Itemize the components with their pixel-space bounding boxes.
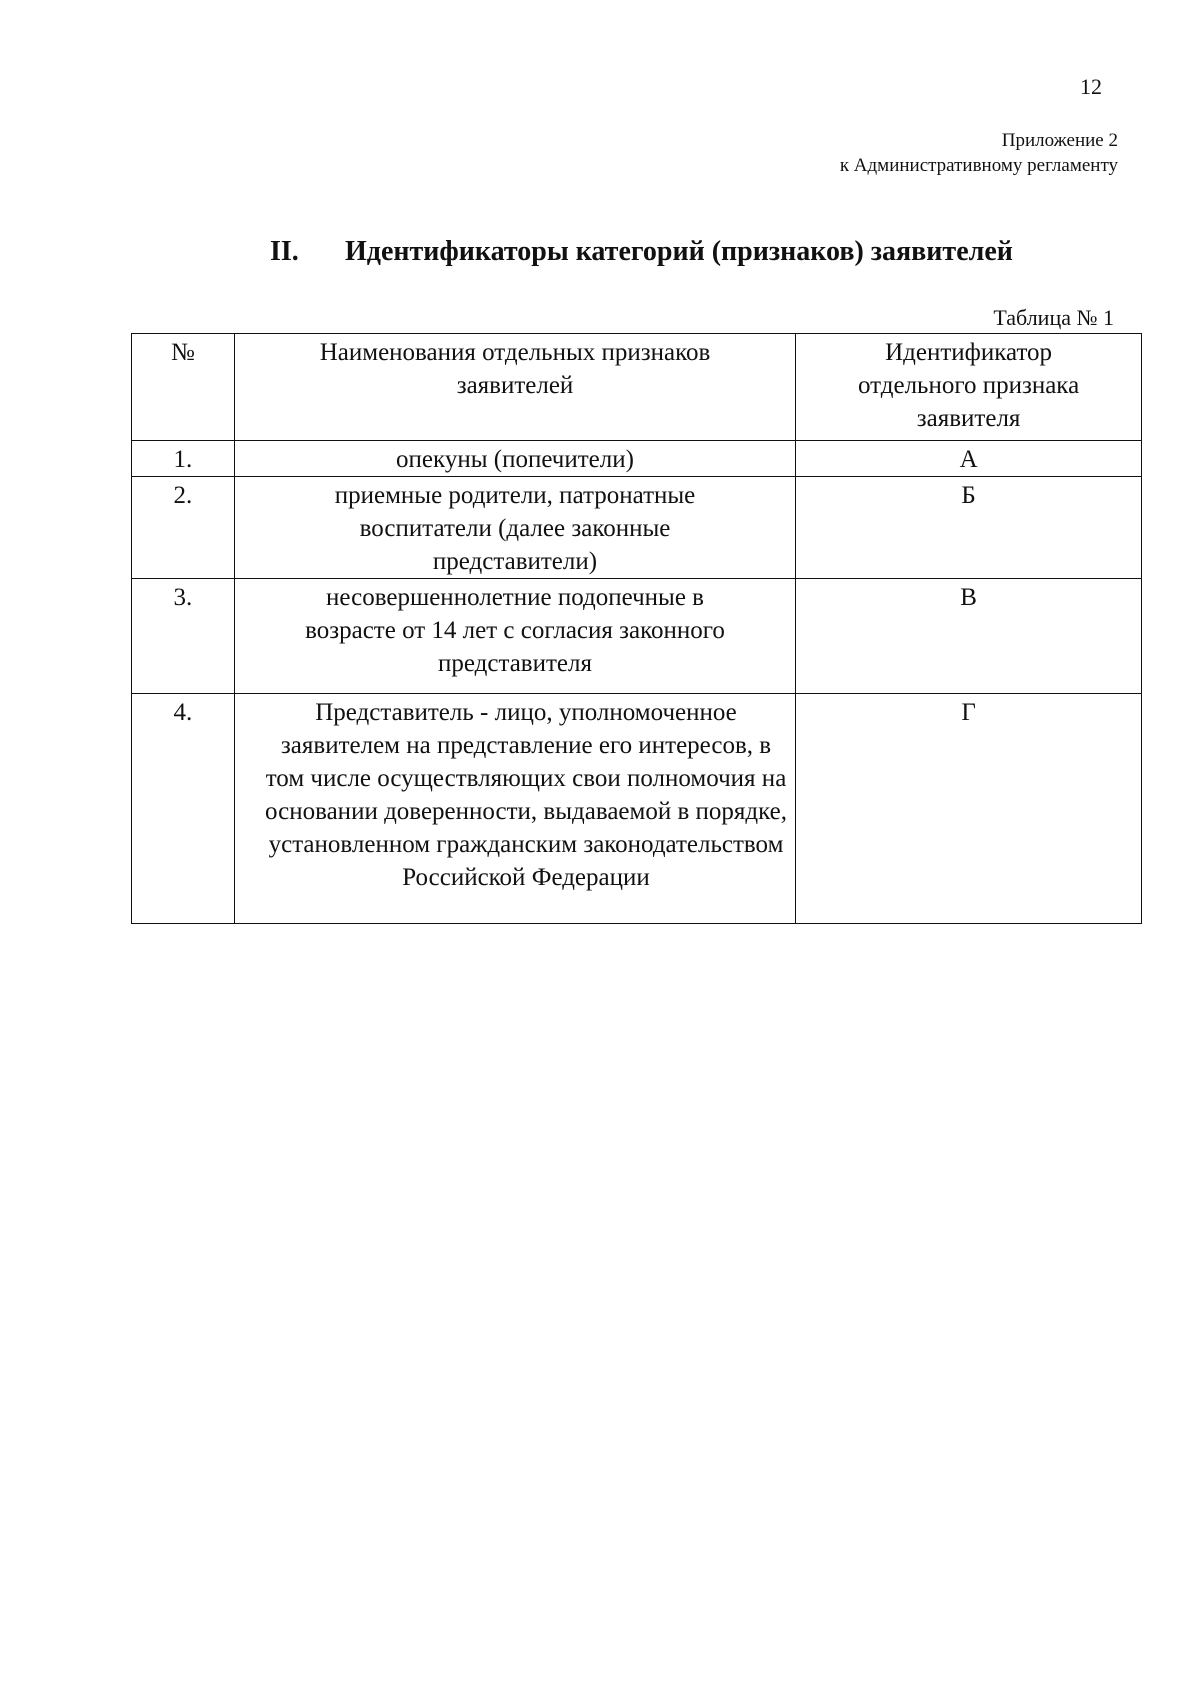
row-number: 4. — [132, 694, 235, 924]
table-row — [132, 694, 1142, 924]
row-name: приемные родители, патронатные воспитатели (далее законные представители) — [234, 477, 795, 579]
appendix-line-2: к Административному регламенту — [839, 155, 1118, 176]
table-caption: Таблица № 1 — [993, 305, 1114, 330]
row-name: опекуны (попечители) — [234, 441, 795, 477]
appendix-note — [840, 128, 1118, 178]
section-heading — [270, 236, 1013, 268]
table-header-row — [132, 334, 1142, 441]
header-name: Наименования отдельных признаков заявителей — [234, 334, 795, 441]
header-identifier: Идентификатор отдельного признака заявителя — [796, 334, 1142, 441]
row-identifier: Б — [796, 477, 1142, 579]
section-title: Идентификаторы категорий (признаков) заявителей — [345, 236, 1013, 267]
table-row — [132, 477, 1142, 579]
appendix-line-1: Приложение 2 — [1001, 130, 1118, 151]
table-row — [132, 441, 1142, 477]
identifiers-table — [131, 333, 1142, 924]
row-identifier: А — [796, 441, 1142, 477]
row-number: 1. — [132, 441, 235, 477]
row-number: 2. — [132, 477, 235, 579]
row-name: Представитель - лицо, уполномоченное заявителем на представление его интересов, в том числе осуществляющих свои полномочия на основании доверенности, выдаваемой в порядке, установленном гражданским законодательством Российской Федерации — [234, 694, 795, 924]
row-identifier: В — [796, 579, 1142, 694]
table-row — [132, 579, 1142, 694]
row-number: 3. — [132, 579, 235, 694]
section-number: II. — [270, 236, 299, 267]
header-number: № — [132, 334, 235, 441]
page-number: 12 — [1080, 74, 1102, 99]
row-identifier: Г — [796, 694, 1142, 924]
row-name: несовершеннолетние подопечные в возрасте от 14 лет с согласия законного представителя — [234, 579, 795, 694]
